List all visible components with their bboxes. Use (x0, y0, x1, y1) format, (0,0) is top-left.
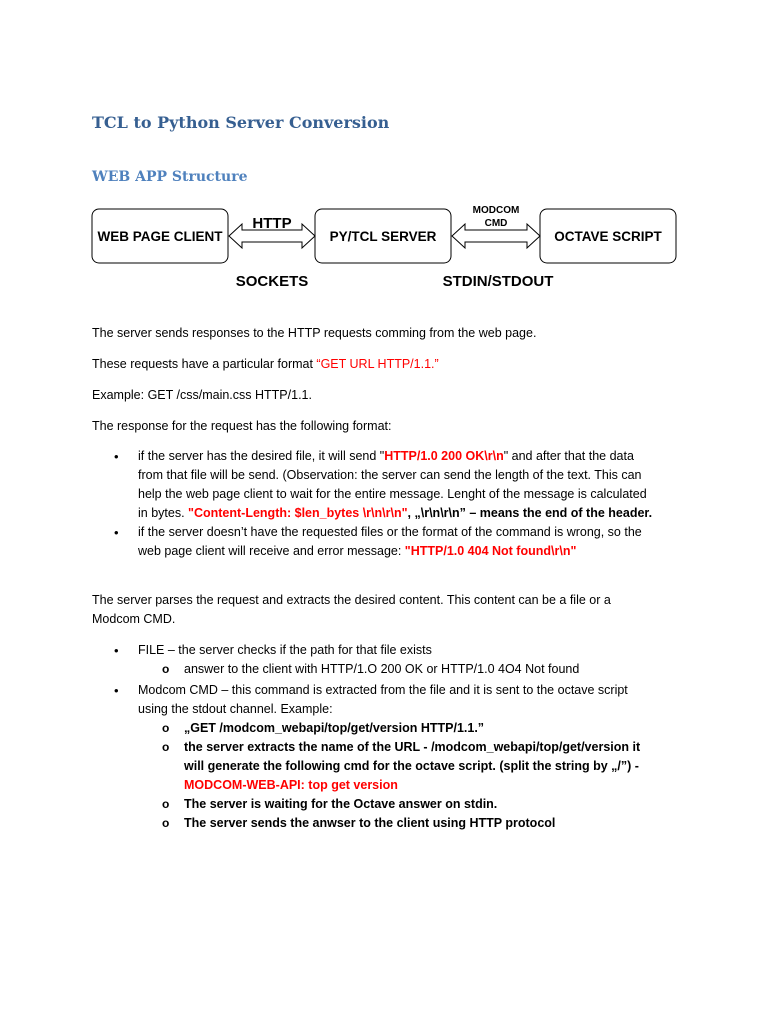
web-page-client-label: WEB PAGE CLIENT (97, 229, 223, 244)
modcom-line1: Modcom CMD – this command is extracted from the file and it is sent to the octave script (138, 683, 628, 697)
paragraph-example: Example: GET /css/main.css HTTP/1.1. (92, 388, 312, 402)
bullet1-line4-tail: , „\r\n\r\n” – means the end of the header. (407, 506, 653, 520)
parses-line1: The server parses the request and extracts the desired content. This content can be a file or a (92, 593, 611, 607)
bullet1-line3: help the web page client to wait for the entire message. Lenght of the message is calculated (138, 487, 647, 501)
py-tcl-server-label: PY/TCL SERVER (329, 229, 437, 244)
sub-bullet-file-answer: answer to the client with HTTP/1.O 200 OK or HTTP/1.0 4O4 Not found (184, 662, 580, 676)
bullet-marker: • (114, 643, 119, 658)
url-extract-line2: will generate the following cmd for the octave script. (split the string by „/”) - (184, 759, 639, 773)
bullet1-line1-text: if the server has the desired file, it will send " (138, 449, 385, 463)
bullet-marker: • (114, 449, 119, 464)
sub-bullet-marker: o (162, 721, 170, 735)
request-format-highlight: “GET URL HTTP/1.1.” (316, 357, 439, 371)
bullet2-line2 (138, 542, 678, 561)
sub-bullet-get-example: „GET /modcom_webapi/top/get/version HTTP/1.1.” (184, 721, 485, 735)
paragraph-request-format (92, 355, 439, 374)
bullet2-line1: if the server doesn’t have the requested files or the format of the command is wrong, so the (138, 525, 642, 539)
sub-bullet-waiting: The server is waiting for the Octave answer on stdin. (184, 797, 498, 811)
sub-bullet-url-extract (184, 738, 680, 795)
architecture-diagram (88, 198, 682, 294)
bullet-file: FILE – the server checks if the path for that file exists (138, 643, 432, 657)
bullet1-line2: from that file will be send. (Observation: the server can send the length of the text. This can (138, 468, 642, 482)
modcom-line2: using the stdout channel. Example: (138, 702, 333, 716)
stdin-stdout-label: STDIN/STDOUT (442, 273, 554, 290)
sub-bullet-sends: The server sends the anwser to the client using HTTP protocol (184, 816, 556, 830)
bullet1-line1 (138, 447, 678, 466)
sub-bullet-marker: o (162, 816, 170, 830)
http-404-highlight: "HTTP/1.0 404 Not found\r\n" (404, 544, 577, 558)
http-label: HTTP (252, 215, 292, 232)
http-200-highlight: HTTP/1.0 200 OK\r\n (384, 449, 504, 463)
parses-line2: Modcom CMD. (92, 612, 176, 626)
bullet-desired-file (138, 447, 678, 523)
request-format-text: These requests have a particular format (92, 357, 317, 371)
paragraph-response-format: The response for the request has the following format: (92, 419, 392, 433)
bullet-marker: • (114, 683, 119, 698)
bullet1-line4-text: in bytes. (138, 506, 189, 520)
section-heading: WEB APP Structure (92, 169, 248, 185)
paragraph-responses: The server sends responses to the HTTP requests comming from the web page. (92, 326, 537, 340)
bullet-marker: • (114, 525, 119, 540)
bullet1-line4 (138, 504, 678, 523)
sub-bullet-marker: o (162, 797, 170, 811)
modcom-label-line2: CMD (484, 218, 508, 229)
paragraph-parses-request (92, 591, 611, 629)
bullet2-line2-text: web page client will receive and error message: (138, 544, 405, 558)
url-extract-line1: the server extracts the name of the URL - /modcom_webapi/top/get/version it (184, 740, 641, 754)
sub-bullet-marker: o (162, 662, 170, 676)
bullet-missing-file (138, 523, 678, 561)
bullet-modcom-cmd (138, 681, 678, 719)
modcom-label-line1: MODCOM (472, 205, 520, 216)
bullet1-line1-tail: " and after that the data (503, 449, 634, 463)
sockets-label: SOCKETS (235, 273, 309, 290)
sub-bullet-marker: o (162, 740, 170, 754)
modcom-web-api-highlight: MODCOM-WEB-API: top get version (184, 778, 398, 792)
document-title: TCL to Python Server Conversion (92, 113, 390, 132)
octave-script-label: OCTAVE SCRIPT (554, 229, 662, 244)
content-length-highlight: "Content-Length: $len_bytes \r\n\r\n" (188, 506, 408, 520)
